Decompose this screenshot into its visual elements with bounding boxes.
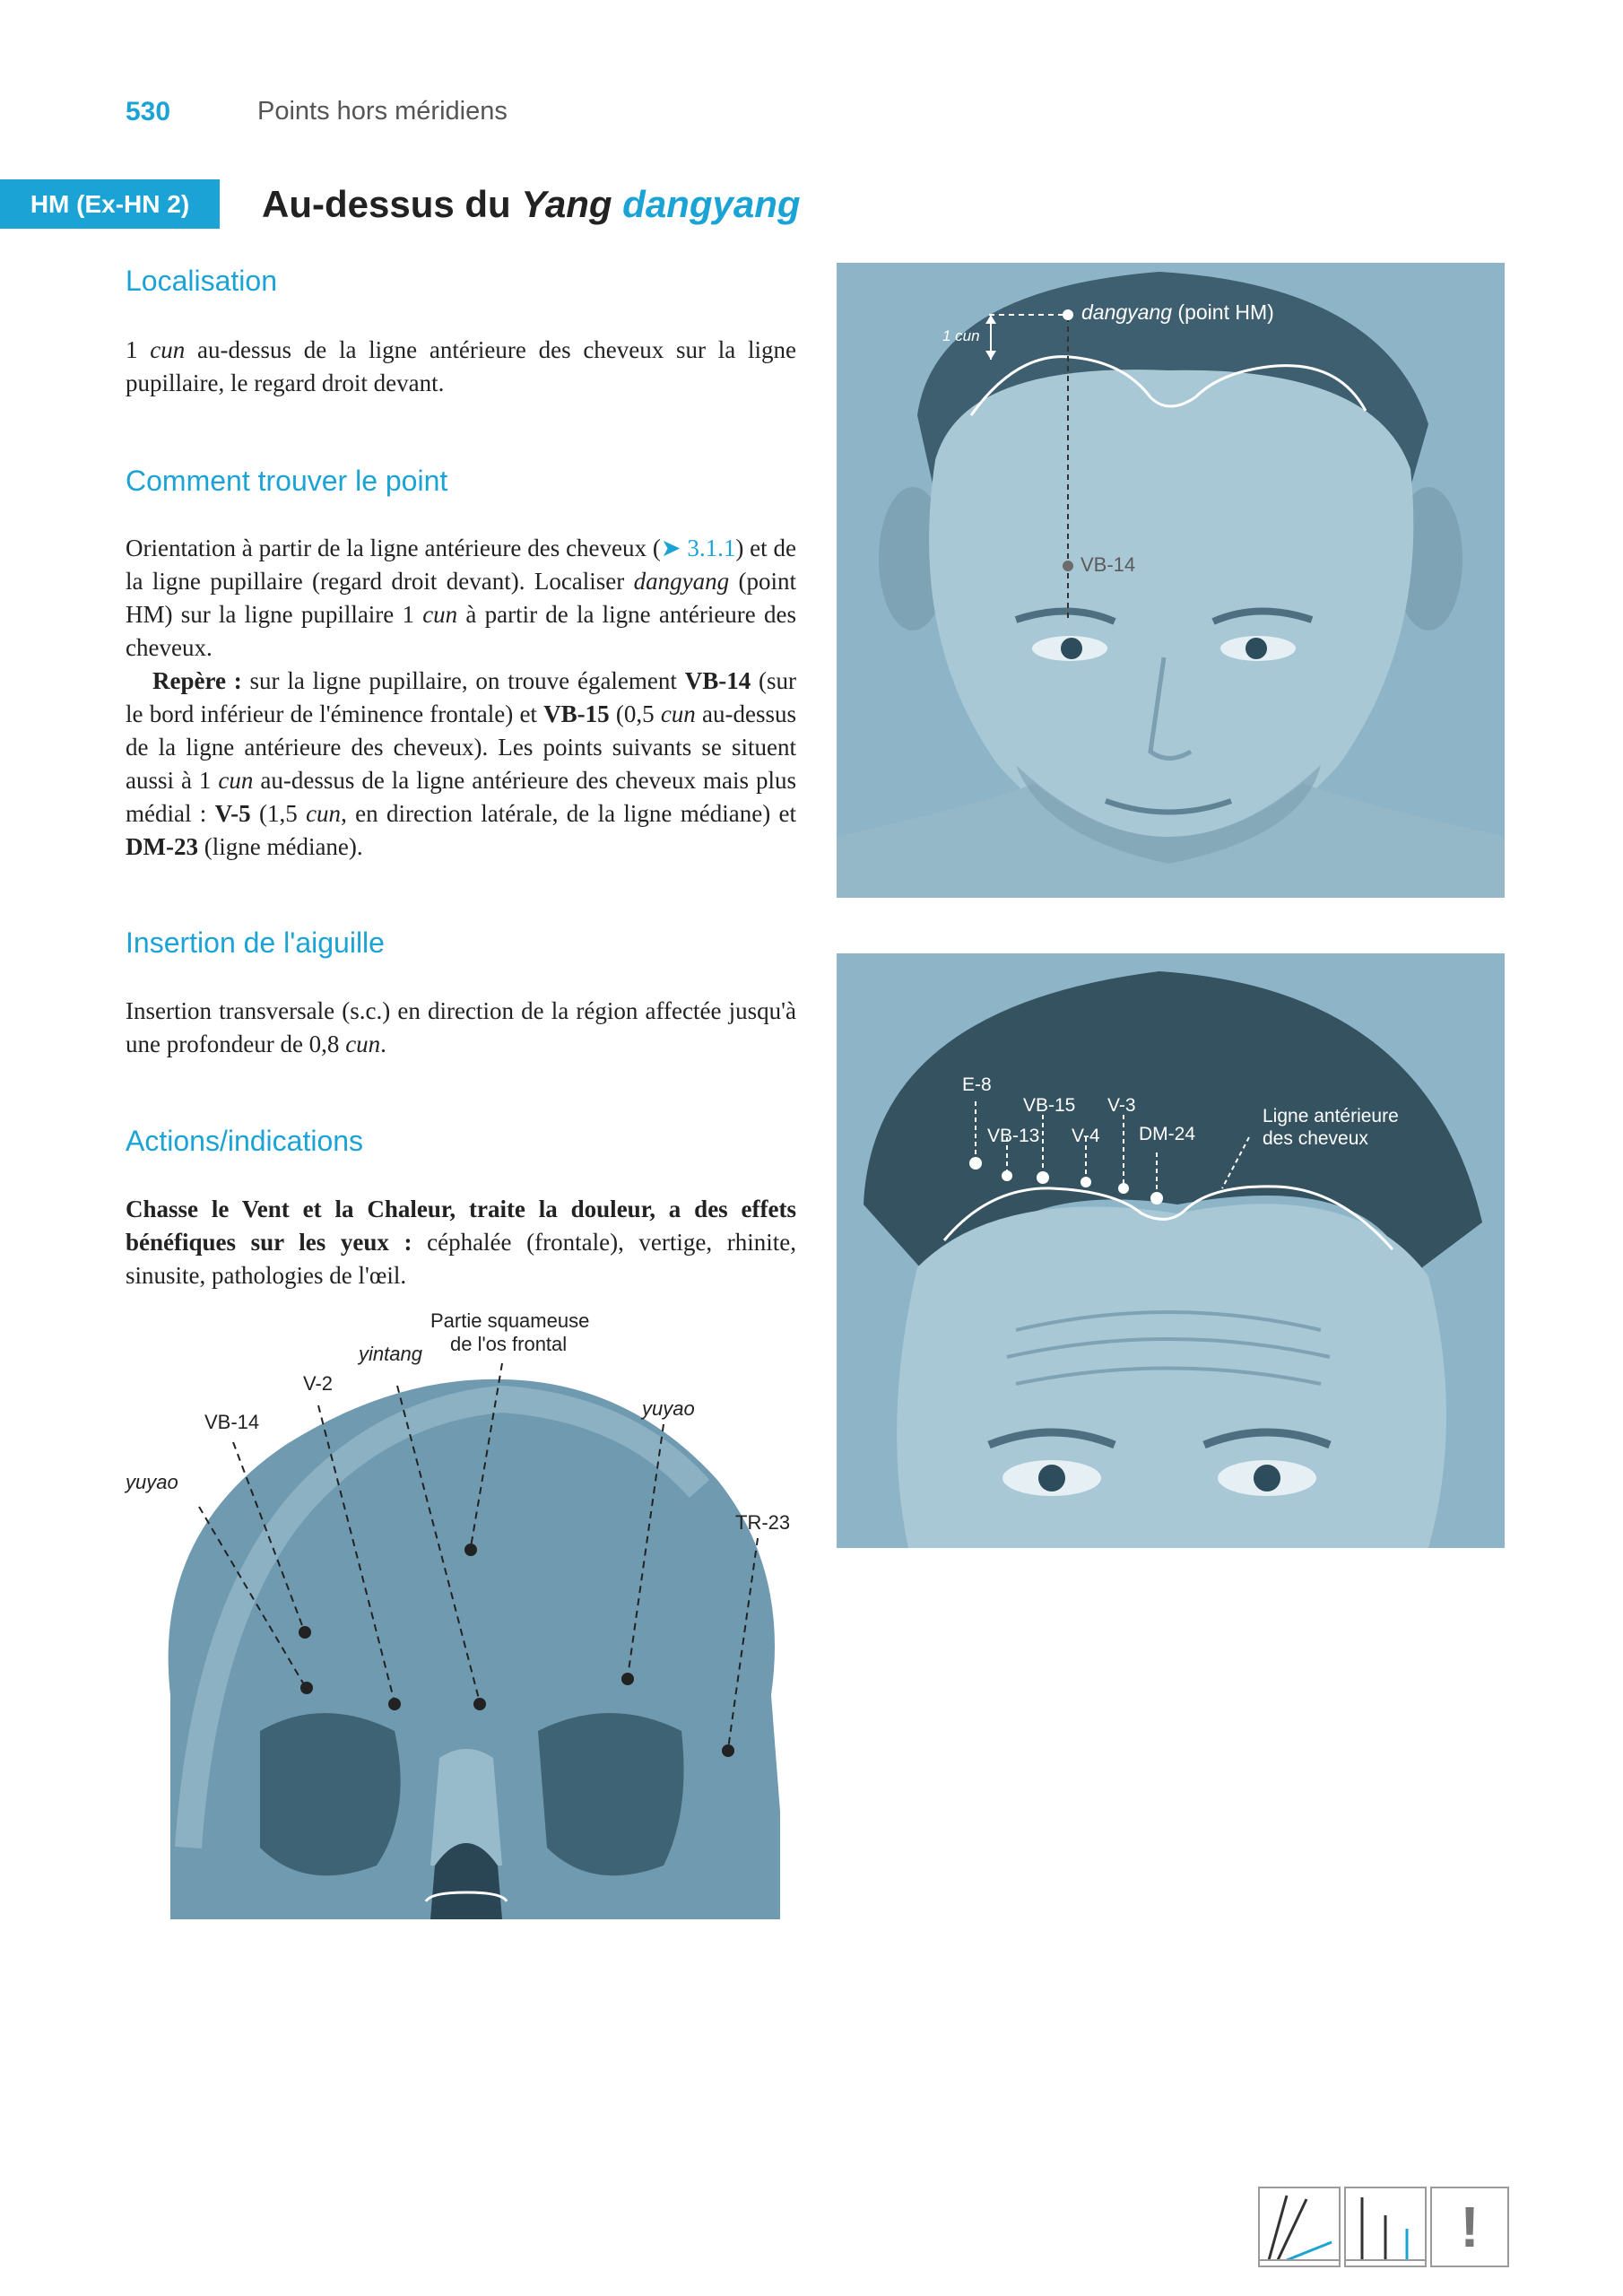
label-vb13: VB-13 xyxy=(987,1126,1040,1146)
label-partie-squameuse-1: Partie squameuse xyxy=(430,1309,590,1332)
label-yintang: yintang xyxy=(359,1343,422,1365)
label-dm24: DM-24 xyxy=(1139,1124,1196,1144)
cross-ref-arrow-icon: ➤ xyxy=(660,535,681,561)
heading-actions: Actions/indications xyxy=(126,1125,364,1157)
point-code-tag: HM (Ex-HN 2) xyxy=(0,179,220,229)
needle-angle-icon xyxy=(1258,2187,1341,2267)
face-illustration xyxy=(837,263,1505,898)
label-yuyao-left: yuyao xyxy=(126,1471,178,1493)
label-hairline-1: Ligne antérieure xyxy=(1263,1106,1399,1126)
cross-ref-link[interactable]: 3.1.1 xyxy=(681,535,736,561)
skull-diagram xyxy=(126,1309,834,1919)
label-v2: V-2 xyxy=(303,1372,334,1395)
label-dangyang: dangyang (point HM) xyxy=(1081,300,1274,324)
heading-localisation: Localisation xyxy=(126,265,277,297)
forehead-illustration xyxy=(837,953,1505,1548)
photo-forehead-points xyxy=(837,953,1505,1548)
page-title: Au-dessus du Yang dangyang xyxy=(262,183,801,225)
page-number: 530 xyxy=(126,97,171,126)
needle-depth-icon xyxy=(1344,2187,1427,2267)
heading-insertion: Insertion de l'aiguille xyxy=(126,926,385,959)
heading-comment-trouver: Comment trouver le point xyxy=(126,465,448,497)
label-v4: V-4 xyxy=(1072,1126,1100,1146)
label-hairline-2: des cheveux xyxy=(1263,1128,1368,1149)
label-vb15: VB-15 xyxy=(1023,1095,1076,1116)
localisation-text: 1 cun au-dessus de la ligne antérieure des cheveux sur la ligne pupillaire, le regard droit devant. xyxy=(126,336,796,396)
actions-text: Chasse le Vent et la Chaleur, traite la douleur, a des effets bénéfiques sur les yeux : céphalée (frontale), vertige, rhinite, sinusite, pathologies de l'œil. xyxy=(126,1196,796,1289)
insertion-text: Insertion transversale (s.c.) en direction de la région affectée jusqu'à une profondeur de 0,8 cun. xyxy=(126,997,796,1057)
comment-trouver-text: Orientation à partir de la ligne antérieure des cheveux (➤ 3.1.1) et de la ligne pupillaire (regard droit devant). Localiser dangyang (point HM) sur la ligne pupillaire 1 cun à partir de la ligne antérieure des cheveux. Repère : sur la ligne pupillaire, on trouve également VB-14 (sur le bord inférieur de l'éminence frontale) et VB-15 (0,5 cun au-dessus de la ligne antérieure des cheveux). Les points suivants se situent aussi à 1 cun au-dessus de la ligne antérieure des cheveux mais plus médial : V-5 (1,5 cun, en direction latérale, de la ligne médiane) et DM-23 (ligne médiane). xyxy=(126,535,797,860)
photo-face-dangyang xyxy=(837,263,1505,898)
label-yuyao-right: yuyao xyxy=(642,1397,695,1420)
label-1-cun: 1 cun xyxy=(942,327,980,344)
label-vb14-photo: VB-14 xyxy=(1081,553,1136,576)
label-v3: V-3 xyxy=(1107,1095,1136,1116)
label-vb14-skull: VB-14 xyxy=(204,1411,260,1433)
label-tr23: TR-23 xyxy=(735,1511,791,1534)
running-head: Points hors méridiens xyxy=(257,97,508,126)
label-partie-squameuse-2: de l'os frontal xyxy=(450,1333,568,1355)
skull-illustration xyxy=(126,1309,834,1919)
icon-bar xyxy=(1258,2187,1509,2267)
warning-icon: ! xyxy=(1430,2187,1509,2267)
label-e8: E-8 xyxy=(962,1074,992,1095)
